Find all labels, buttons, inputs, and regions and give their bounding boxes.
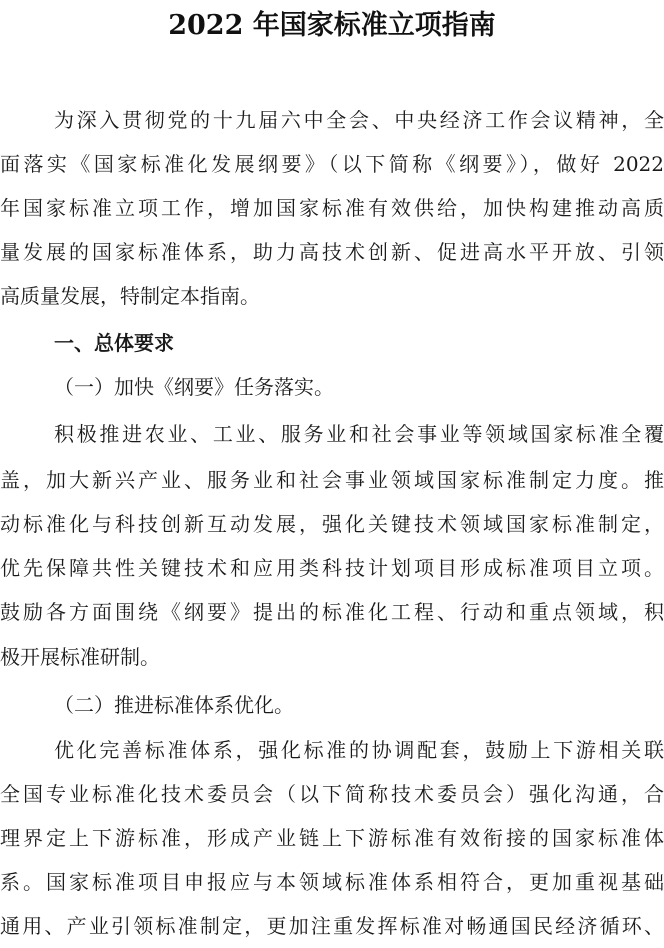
document-title: 2022 年国家标准立项指南	[168, 10, 496, 41]
subsection-heading-1: （一）加快《纲要》任务落实。	[54, 375, 334, 399]
sub2-line-2: 全国专业标准化技术委员会（以下简称技术委员会）强化沟通，合	[0, 782, 664, 806]
intro-line-1: 为深入贯彻党的十九届六中全会、中央经济工作会议精神，全	[54, 108, 664, 132]
intro-line-5: 高质量发展，特制定本指南。	[0, 284, 260, 308]
sub1-line-5: 鼓励各方面围绕《纲要》提出的标准化工程、行动和重点领域，积	[0, 600, 664, 624]
intro-line-4: 量发展的国家标准体系，助力高技术创新、促进高水平开放、引领	[0, 240, 664, 264]
sub2-line-3: 理界定上下游标准，形成产业链上下游标准有效衔接的国家标准体	[0, 826, 664, 850]
sub1-line-4: 优先保障共性关键技术和应用类科技计划项目形成标准项目立项。	[0, 556, 664, 580]
sub1-line-1: 积极推进农业、工业、服务业和社会事业等领域国家标准全覆	[54, 422, 664, 446]
sub2-line-5: 通用、产业引领标准制定，更加注重发挥标准对畅通国民经济循环、	[0, 914, 664, 938]
sub2-line-4: 系。国家标准项目申报应与本领域标准体系相符合，更加重视基础	[0, 870, 664, 894]
subsection-heading-2: （二）推进标准体系优化。	[54, 693, 294, 717]
sub1-line-2: 盖，加大新兴产业、服务业和社会事业领域国家标准制定力度。推	[0, 468, 664, 492]
intro-line-2: 面落实《国家标准化发展纲要》（以下简称《纲要》），做好 2022	[0, 152, 664, 176]
sub1-line-3: 动标准化与科技创新互动发展，强化关键技术领域国家标准制定，	[0, 512, 664, 536]
intro-line-3: 年国家标准立项工作，增加国家标准有效供给，加快构建推动高质	[0, 196, 664, 220]
section-heading-1: 一、总体要求	[54, 331, 174, 355]
sub2-line-1: 优化完善标准体系，强化标准的协调配套，鼓励上下游相关联	[54, 738, 664, 762]
sub1-line-6: 极开展标准研制。	[0, 645, 160, 669]
